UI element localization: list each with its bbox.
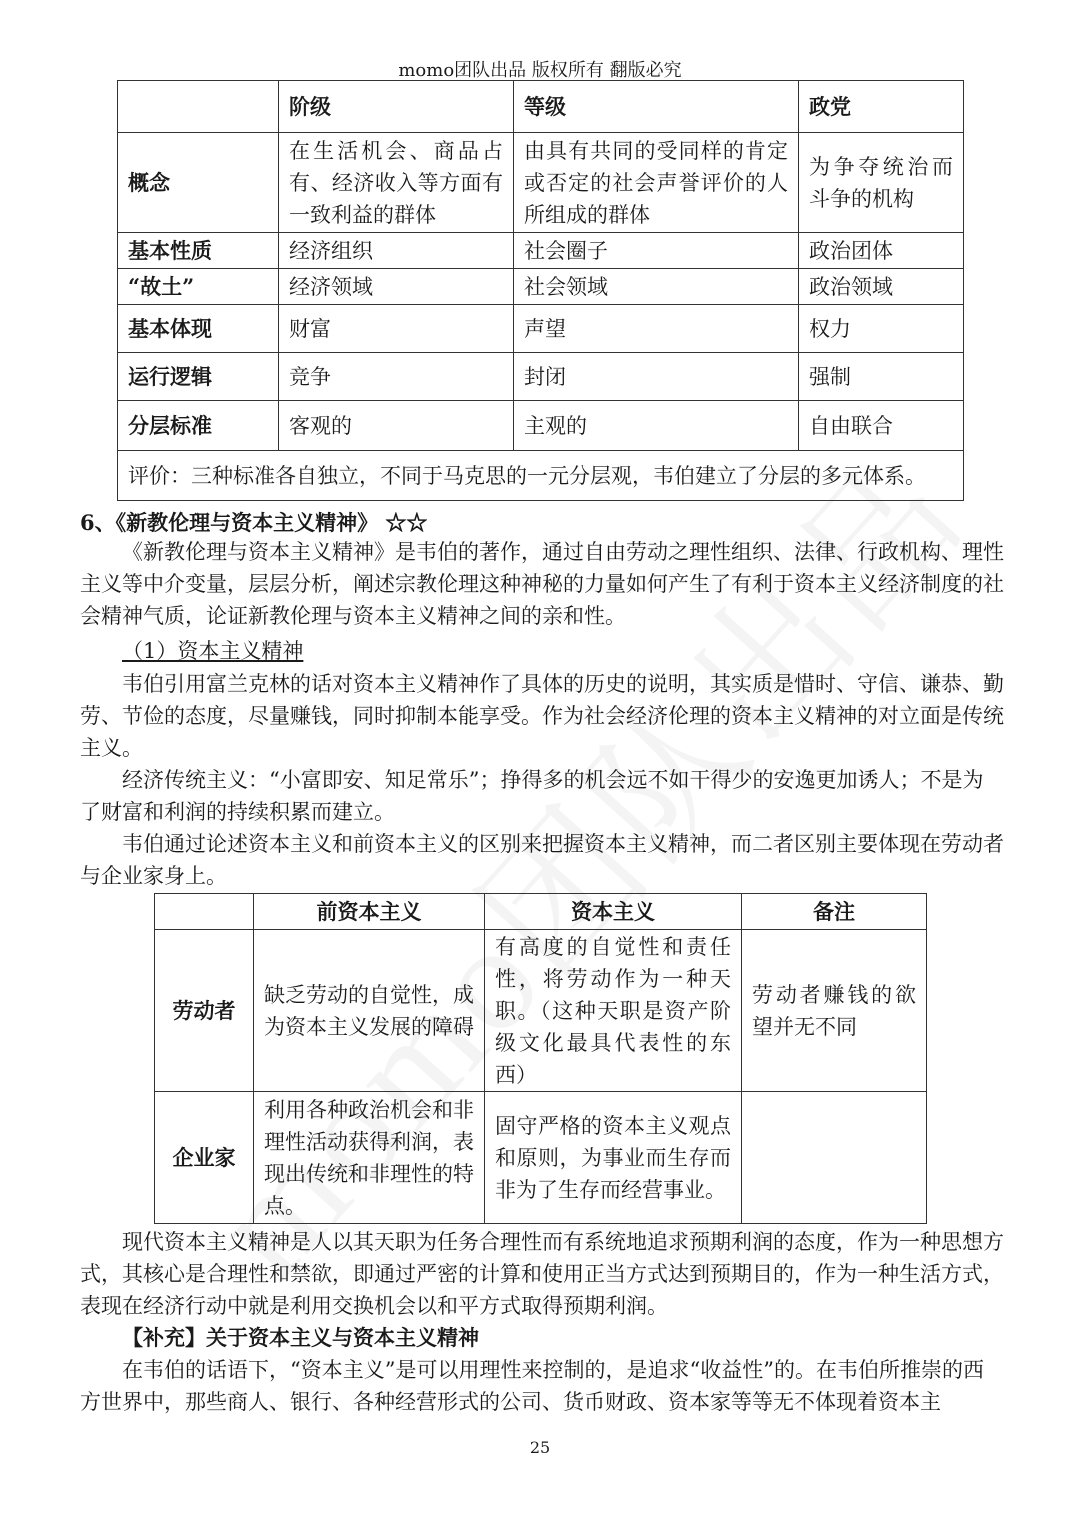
stratification-table — [117, 80, 964, 501]
table-cell — [742, 1092, 927, 1224]
table-row — [118, 401, 964, 451]
row-header: 劳动者 — [155, 930, 254, 1092]
row-header: 运行逻辑 — [118, 353, 279, 401]
table-cell: 主观的 — [514, 401, 799, 451]
paragraph: 《新教伦理与资本主义精神》是韦伯的著作，通过自由劳动之理性组织、法律、行政机构、理性主义等中介变量，层层分析，阐述宗教伦理这种神秘的力量如何产生了有利于资本主义经济制度的社会精神气质，论证新教伦理与资本主义精神之间的亲和性。 — [80, 540, 1004, 628]
table-cell: 封闭 — [514, 353, 799, 401]
row-header: “故土” — [118, 269, 279, 305]
table-header-cell: 政党 — [799, 81, 964, 133]
paragraph: 韦伯引用富兰克林的话对资本主义精神作了具体的历史的说明，其实质是惜时、守信、谦恭、勤劳、节俭的态度，尽量赚钱，同时抑制本能享受。作为社会经济伦理的资本主义精神的对立面是传统主义。 — [80, 672, 1004, 760]
table-note: 评价：三种标准各自独立，不同于马克思的一元分层观，韦伯建立了分层的多元体系。 — [118, 451, 964, 501]
table-cell: 社会圈子 — [514, 233, 799, 269]
table-cell: 自由联合 — [799, 401, 964, 451]
table-cell: 声望 — [514, 305, 799, 353]
table-header-cell: 资本主义 — [485, 894, 742, 930]
table-row — [118, 353, 964, 401]
paragraph: 现代资本主义精神是人以其天职为任务合理性而有系统地追求预期利润的态度，作为一种思想方式，其核心是合理性和禁欲，即通过严密的计算和使用正当方式达到预期目的，作为一种生活方式，表现在经济行动中就是利用交换机会以和平方式取得预期利润。 — [80, 1230, 1004, 1318]
table-cell: 社会领域 — [514, 269, 799, 305]
table-cell: 经济组织 — [279, 233, 514, 269]
paragraph: 经济传统主义：“小富即安、知足常乐”；挣得多的机会远不如干得少的安逸更加诱人；不是为了财富和利润的持续积累而建立。 — [80, 768, 984, 824]
row-header: 分层标准 — [118, 401, 279, 451]
table-header-cell — [155, 894, 254, 930]
table-cell: 政治团体 — [799, 233, 964, 269]
table-header-cell: 等级 — [514, 81, 799, 133]
table-cell: 经济领域 — [279, 269, 514, 305]
table-header-cell: 前资本主义 — [254, 894, 485, 930]
table-row — [155, 1092, 927, 1224]
row-header: 基本体现 — [118, 305, 279, 353]
supplement-title: 【补充】关于资本主义与资本主义精神 — [122, 1325, 479, 1350]
paragraph: 在韦伯的话语下，“资本主义”是可以用理性来控制的，是追求“收益性”的。在韦伯所推崇的西方世界中，那些商人、银行、各种经营形式的公司、货币财政、资本家等等无不体现着资本主 — [80, 1358, 984, 1414]
table-row — [118, 305, 964, 353]
table-cell: 竞争 — [279, 353, 514, 401]
table-header-cell: 阶级 — [279, 81, 514, 133]
table-cell: 缺乏劳动的自觉性，成为资本主义发展的障碍 — [254, 930, 485, 1092]
table-row — [155, 930, 927, 1092]
comparison-table — [154, 893, 927, 1224]
section-title: 6、《新教伦理与资本主义精神》 ☆☆ — [80, 510, 428, 535]
table-cell: 在生活机会、商品占有、经济收入等方面有一致利益的群体 — [279, 133, 514, 233]
table-cell: 为争夺统治而斗争的机构 — [799, 133, 964, 233]
row-header: 基本性质 — [118, 233, 279, 269]
subsection-title: （1）资本主义精神 — [122, 639, 304, 663]
paragraph: 韦伯通过论述资本主义和前资本主义的区别来把握资本主义精神，而二者区别主要体现在劳动者与企业家身上。 — [80, 832, 1004, 888]
row-header: 企业家 — [155, 1092, 254, 1224]
table-cell: 客观的 — [279, 401, 514, 451]
table-header-cell: 备注 — [742, 894, 927, 930]
table-row — [118, 133, 964, 233]
page-number: 25 — [529, 1438, 551, 1457]
table-row — [118, 269, 964, 305]
table-cell: 财富 — [279, 305, 514, 353]
table-cell: 由具有共同的受同样的肯定或否定的社会声誉评价的人所组成的群体 — [514, 133, 799, 233]
table-row — [118, 233, 964, 269]
row-header: 概念 — [118, 133, 279, 233]
page-header: momo团队出品 版权所有 翻版必究 — [398, 60, 682, 81]
table-cell: 有高度的自觉性和责任性，将劳动作为一种天职。（这种天职是资产阶级文化最具代表性的东西） — [485, 930, 742, 1092]
table-cell: 权力 — [799, 305, 964, 353]
table-cell: 强制 — [799, 353, 964, 401]
table-cell: 固守严格的资本主义观点和原则，为事业而生存而非为了生存而经营事业。 — [485, 1092, 742, 1224]
table-cell: 利用各种政治机会和非理性活动获得利润，表现出传统和非理性的特点。 — [254, 1092, 485, 1224]
table-header-cell — [118, 81, 279, 133]
table-row — [118, 451, 964, 501]
table-cell: 劳动者赚钱的欲望并无不同 — [742, 930, 927, 1092]
table-cell: 政治领域 — [799, 269, 964, 305]
